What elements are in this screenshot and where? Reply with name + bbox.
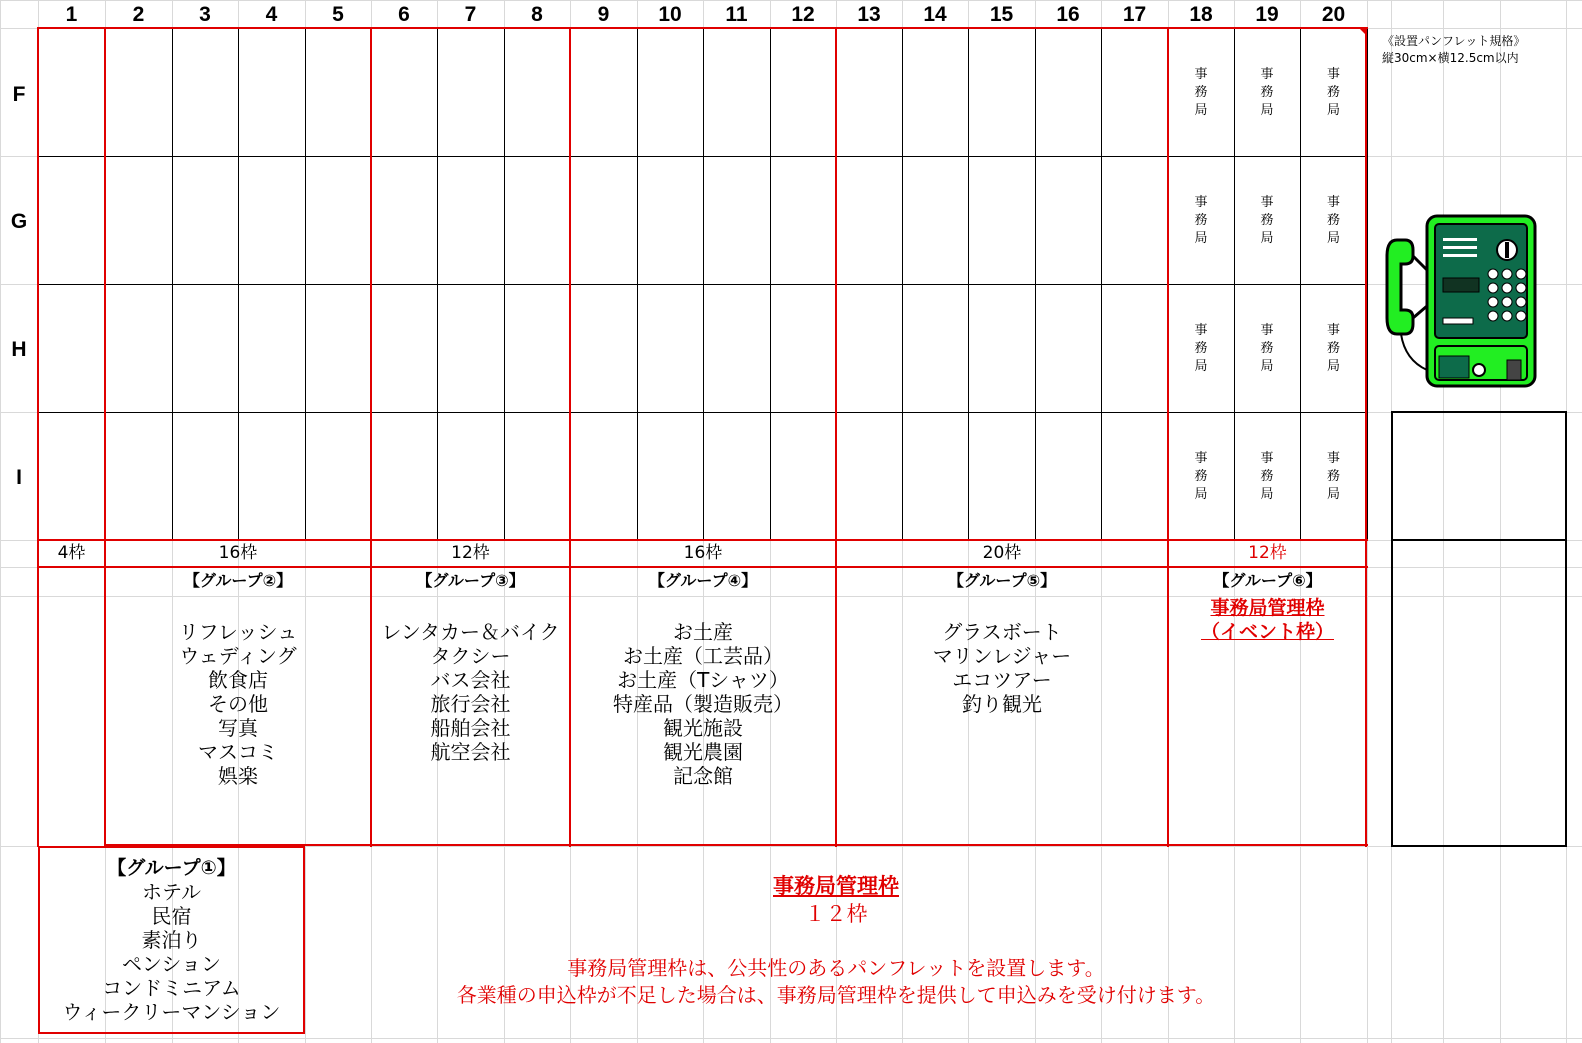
slot-cell xyxy=(902,412,969,541)
group-item: 釣り観光 xyxy=(962,692,1042,716)
group-title: 【グループ④】 xyxy=(648,571,758,590)
row-header: I xyxy=(16,466,22,489)
slot-cell xyxy=(305,156,372,285)
slot-count: 16枠 xyxy=(218,543,258,563)
column-header: 15 xyxy=(989,3,1014,26)
column-header: 5 xyxy=(332,3,344,26)
side-box xyxy=(1391,411,1567,541)
slot-cell xyxy=(504,28,571,157)
group-item: 写真 xyxy=(218,716,258,740)
column-header: 6 xyxy=(398,3,410,26)
slot-cell xyxy=(1101,284,1169,413)
slot-cell xyxy=(1101,28,1169,157)
slot-cell xyxy=(371,412,438,541)
slot-cell xyxy=(836,284,903,413)
slot-cell xyxy=(770,28,837,157)
column-header: 20 xyxy=(1321,3,1346,26)
group-item: 事務局管理枠 xyxy=(1210,597,1325,619)
slot-cell xyxy=(836,156,903,285)
group1-items xyxy=(38,880,305,1024)
slot-cell xyxy=(703,28,771,157)
group-item: 記念館 xyxy=(673,764,733,788)
slot-cell xyxy=(437,412,505,541)
slot-cell xyxy=(968,412,1036,541)
slot-cell xyxy=(238,284,306,413)
group-border xyxy=(38,846,305,848)
column-header: 7 xyxy=(464,3,477,26)
slot-cell xyxy=(38,28,106,157)
slot-cell xyxy=(770,156,837,285)
column-header: 11 xyxy=(725,3,748,26)
slot-cell xyxy=(836,28,903,157)
slot-cell xyxy=(1035,28,1102,157)
group-item: その他 xyxy=(208,692,268,716)
public-phone-icon xyxy=(1383,210,1543,396)
group-item: 特産品（製造販売） xyxy=(613,692,793,716)
group-item: コンドミニアム xyxy=(102,976,241,1000)
slot-cell xyxy=(305,28,372,157)
group1-title: 【グループ①】 xyxy=(107,857,236,879)
row-header: G xyxy=(10,210,28,233)
group-item: バス会社 xyxy=(430,668,511,692)
slot-cell xyxy=(902,28,969,157)
column-header: 3 xyxy=(199,3,211,26)
group-title: 【グループ②】 xyxy=(183,571,293,590)
office-slot-label: 事 務 局 xyxy=(1326,67,1340,118)
group-item: ウィークリーマンション xyxy=(62,1000,281,1024)
slot-count: 16枠 xyxy=(683,543,723,563)
office-description: 事務局管理枠は、公共性のあるパンフレットを設置します。 xyxy=(567,956,1105,980)
group-title: 【グループ⑥】 xyxy=(1213,571,1322,590)
group-items xyxy=(105,620,371,788)
slot-cell xyxy=(437,28,505,157)
slot-cell xyxy=(38,284,106,413)
slot-cell xyxy=(504,284,571,413)
group-item: お土産 xyxy=(673,620,733,644)
corner-marker xyxy=(1359,28,1367,36)
office-slot-label: 事 務 局 xyxy=(1194,195,1208,246)
column-header: 14 xyxy=(923,3,947,26)
slot-cell xyxy=(968,284,1036,413)
column-header: 19 xyxy=(1255,3,1279,26)
slot-cell xyxy=(1101,412,1169,541)
slot-cell xyxy=(1035,412,1102,541)
office-slot-label: 事 務 局 xyxy=(1326,323,1340,374)
group-item: （イベント枠） xyxy=(1200,621,1334,643)
group-item: 船舶会社 xyxy=(430,716,511,740)
row-header: F xyxy=(12,83,26,106)
slot-count: 20枠 xyxy=(982,543,1022,563)
group-item: 素泊り xyxy=(141,928,202,952)
slot-cell xyxy=(570,156,638,285)
column-header: 1 xyxy=(65,3,78,26)
group-item: マリンレジャー xyxy=(932,644,1072,668)
slot-cell xyxy=(703,284,771,413)
slot-cell xyxy=(703,156,771,285)
slot-cell xyxy=(770,412,837,541)
column-header: 13 xyxy=(857,3,881,26)
office-title: 事務局管理枠 xyxy=(773,874,899,898)
slot-cell xyxy=(968,156,1036,285)
slot-cell xyxy=(305,412,372,541)
column-header: 4 xyxy=(265,3,278,26)
group-item: 飲食店 xyxy=(208,668,268,692)
group-item: グラスボート xyxy=(942,620,1062,644)
slot-cell xyxy=(238,28,306,157)
slot-cell xyxy=(504,412,571,541)
office-slot-label: 事 務 局 xyxy=(1326,451,1340,502)
slot-cell xyxy=(238,412,306,541)
slot-cell xyxy=(770,284,837,413)
slot-cell xyxy=(504,156,571,285)
column-header: 10 xyxy=(658,3,682,26)
group-item: ウェディング xyxy=(179,644,297,668)
slot-cell xyxy=(105,28,173,157)
slot-cell xyxy=(902,284,969,413)
spec-note: 縦30cm×横12.5cm以内 xyxy=(1382,51,1519,65)
slot-cell xyxy=(105,412,173,541)
slot-cell xyxy=(1035,156,1102,285)
group-item: 娯楽 xyxy=(218,764,258,788)
slot-cell xyxy=(703,412,771,541)
office-slot-label: 事 務 局 xyxy=(1260,323,1274,374)
slot-cell xyxy=(105,284,173,413)
group-item: エコツアー xyxy=(952,668,1052,692)
slot-cell xyxy=(305,284,372,413)
office-slot-label: 事 務 局 xyxy=(1194,67,1208,118)
group-item: 観光施設 xyxy=(663,716,743,740)
slot-cell xyxy=(637,28,704,157)
office-slot-label: 事 務 局 xyxy=(1326,195,1340,246)
slot-cell xyxy=(570,412,638,541)
group-divider xyxy=(1365,27,1367,847)
group-item: お土産（工芸品） xyxy=(623,644,783,668)
group-item: タクシー xyxy=(430,644,511,668)
slot-cell xyxy=(1035,284,1102,413)
group-item: マスコミ xyxy=(198,740,278,764)
slot-cell xyxy=(437,284,505,413)
slot-cell xyxy=(570,28,638,157)
slot-cell xyxy=(637,284,704,413)
column-header: 18 xyxy=(1189,3,1213,26)
side-box xyxy=(1391,539,1567,847)
column-header: 17 xyxy=(1122,3,1147,26)
group-title: 【グループ③】 xyxy=(416,571,525,590)
office-description: 各業種の申込枠が不足した場合は、事務局管理枠を提供して申込みを受け付けます。 xyxy=(456,983,1216,1007)
group-item: レンタカー＆バイク xyxy=(381,620,560,644)
group-item: 民宿 xyxy=(151,904,192,928)
group-items xyxy=(836,620,1168,716)
slot-cell xyxy=(637,156,704,285)
column-header: 12 xyxy=(791,3,815,26)
column-header: 2 xyxy=(132,3,145,26)
office-slot-label: 事 務 局 xyxy=(1260,195,1274,246)
group-item: お土産（Tシャツ） xyxy=(617,668,789,692)
group-item: リフレッシュ xyxy=(178,620,298,644)
office-slot-label: 事 務 局 xyxy=(1260,67,1274,118)
spec-note: 《設置パンフレット規格》 xyxy=(1382,34,1526,48)
group-items xyxy=(1168,596,1367,644)
slot-cell xyxy=(968,28,1036,157)
slot-cell xyxy=(570,284,638,413)
slot-cell xyxy=(1101,156,1169,285)
slot-cell xyxy=(172,284,239,413)
slot-cell xyxy=(172,28,239,157)
slot-cell xyxy=(437,156,505,285)
slot-cell xyxy=(105,156,173,285)
grid-line xyxy=(0,1038,1582,1039)
slot-cell xyxy=(371,156,438,285)
column-header: 16 xyxy=(1056,3,1080,26)
office-slot-label: 事 務 局 xyxy=(1194,323,1208,374)
group-item: 旅行会社 xyxy=(430,692,511,716)
group-items xyxy=(570,620,836,788)
group-item: 航空会社 xyxy=(430,740,511,764)
slot-count: 4枠 xyxy=(57,543,86,563)
office-count: １２枠 xyxy=(804,902,868,926)
row-header: H xyxy=(11,338,27,361)
slot-cell xyxy=(172,412,239,541)
group-title: 【グループ⑤】 xyxy=(947,571,1057,590)
office-slot-label: 事 務 局 xyxy=(1260,451,1274,502)
group-border xyxy=(38,1032,305,1034)
slot-cell xyxy=(371,284,438,413)
group-divider xyxy=(1167,27,1169,847)
slot-cell xyxy=(371,28,438,157)
slot-cell xyxy=(637,412,704,541)
group-item: 観光農園 xyxy=(663,740,743,764)
column-header: 9 xyxy=(597,3,610,26)
slot-cell xyxy=(38,412,106,541)
office-slot-label: 事 務 局 xyxy=(1194,451,1208,502)
column-header: 8 xyxy=(531,3,543,26)
slot-cell xyxy=(172,156,239,285)
group-item: ホテル xyxy=(142,880,201,904)
group-items xyxy=(371,620,570,764)
slot-cell xyxy=(836,412,903,541)
group-divider xyxy=(37,27,39,847)
slot-count: 12枠 xyxy=(1248,543,1287,563)
slot-count: 12枠 xyxy=(451,543,490,563)
slot-cell xyxy=(38,156,106,285)
slot-cell xyxy=(238,156,306,285)
slot-cell xyxy=(902,156,969,285)
group-item: ペンション xyxy=(121,952,222,976)
